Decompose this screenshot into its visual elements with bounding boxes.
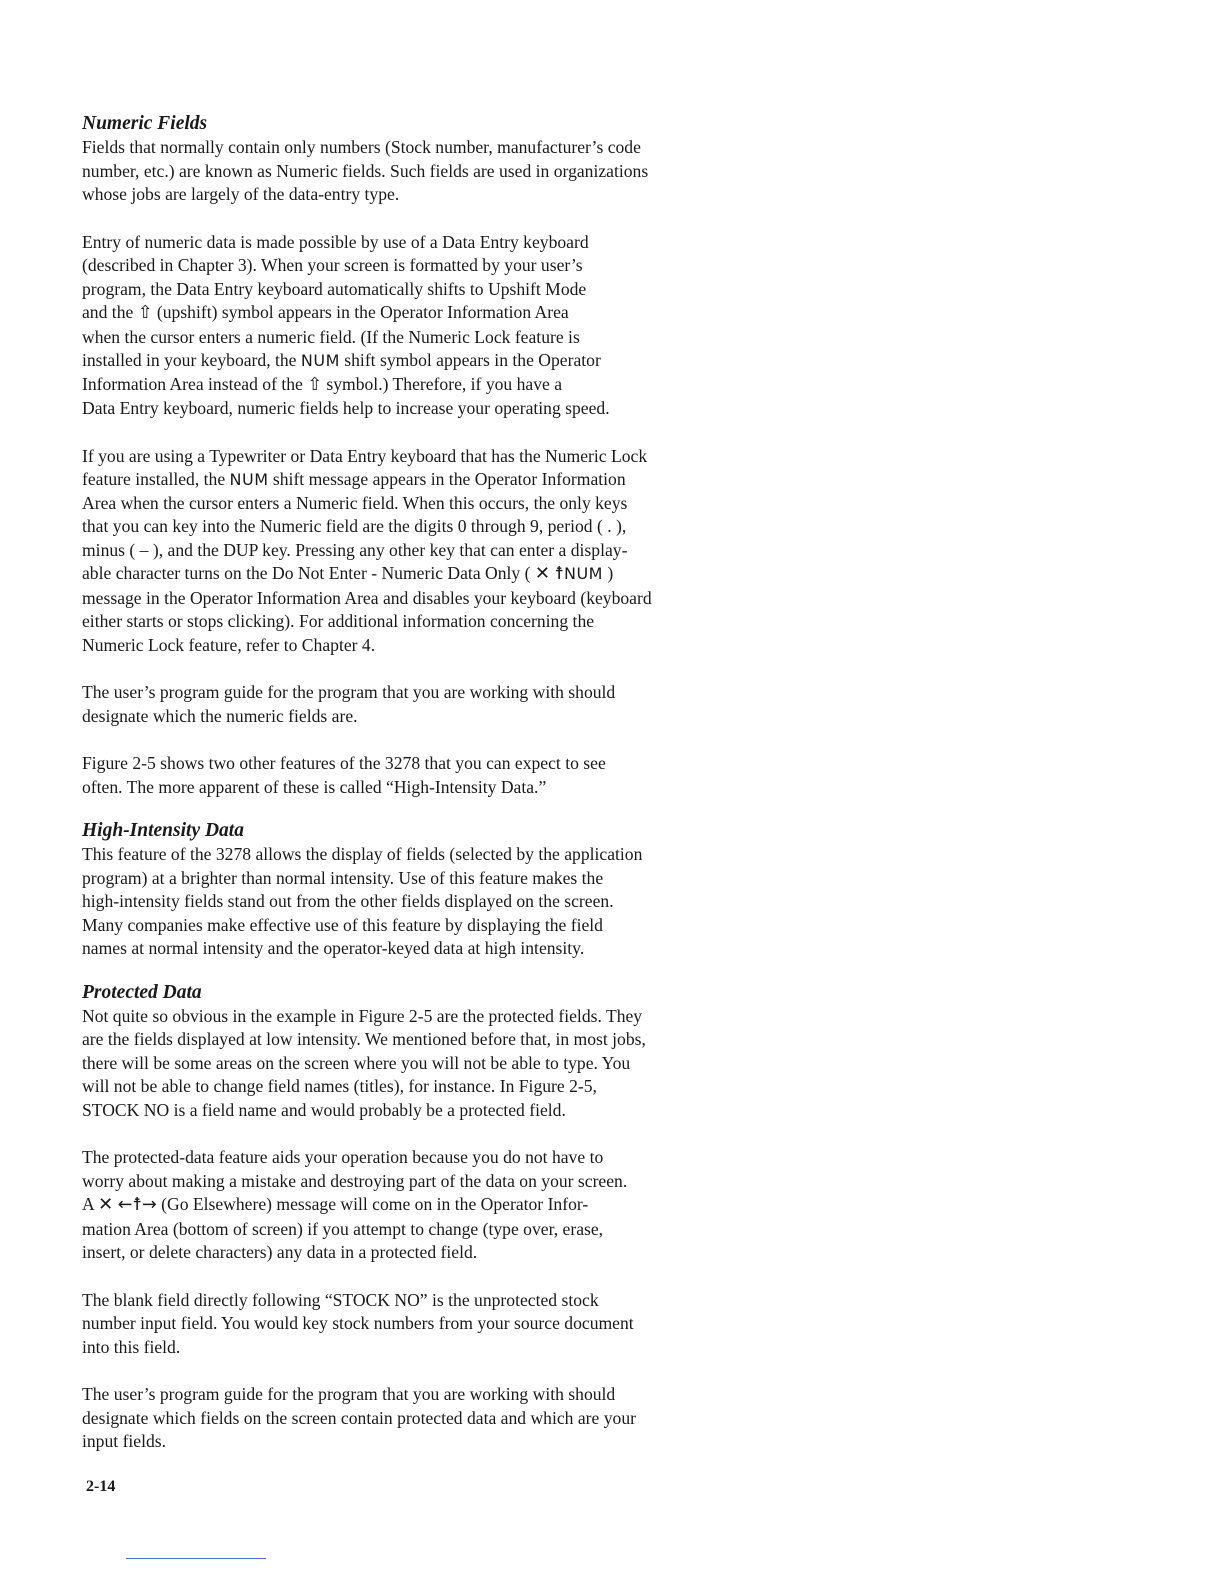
text-line: Area when the cursor enters a Numeric field. When this occurs, the only keys	[82, 492, 628, 513]
text-line: Data Entry keyboard, numeric fields help to increase your operating speed.	[82, 398, 610, 418]
text-line: Fields that normally contain only numbers (Stock number, manufacturer’s code	[82, 137, 641, 157]
text-line: message in the Operator Information Area and disables your keyboard (keyboard	[82, 587, 652, 608]
text-line: when the cursor enters a numeric field. (If the Numeric Lock feature is	[82, 326, 580, 347]
text-line: (described in Chapter 3). When your screen is formatted by your user’s	[82, 255, 583, 275]
do-not-enter-x-icon: ✕	[534, 563, 550, 584]
paragraph	[82, 843, 742, 961]
text-line: insert, or delete characters) any data in a protected field.	[82, 1242, 478, 1262]
document-page	[82, 112, 742, 1454]
text-line: The blank field directly following “STOCK NO” is the unprotected stock	[82, 1289, 599, 1310]
text-line: input fields.	[82, 1431, 167, 1451]
text-line: Entry of numeric data is made possible by use of a Data Entry keyboard	[82, 231, 589, 252]
paragraph	[82, 231, 742, 421]
text-line: into this field.	[82, 1336, 181, 1357]
text-line: This feature of the 3278 allows the display of fields (selected by the application	[82, 844, 643, 864]
paragraph	[82, 1146, 742, 1265]
text-line: Figure 2-5 shows two other features of the 3278 that you can expect to see	[82, 753, 606, 773]
text-line: whose jobs are largely of the data-entry type.	[82, 184, 400, 204]
go-elsewhere-arrows-icon: ←☨→	[117, 1195, 157, 1215]
text-line: number input field. You would key stock numbers from your source document	[82, 1313, 634, 1333]
text-line: The protected-data feature aids your operation because you do not have to	[82, 1147, 604, 1167]
paragraph	[82, 681, 742, 728]
text-line: number, etc.) are known as Numeric fields. Such fields are used in organizations	[82, 160, 649, 181]
num-symbol: NUM	[563, 564, 603, 583]
heading-high-intensity-data: High-Intensity Data	[82, 820, 244, 841]
text-line: high-intensity fields stand out from the other fields displayed on the screen.	[82, 891, 614, 911]
text-line: Numeric Lock feature, refer to Chapter 4.	[82, 634, 376, 655]
text-line: often. The more apparent of these is called “High-Intensity Data.”	[82, 776, 547, 797]
text-line: minus ( – ), and the DUP key. Pressing any other key that can enter a display-	[82, 539, 628, 560]
num-symbol: NUM	[229, 470, 269, 489]
text-line: designate which the numeric fields are.	[82, 705, 358, 726]
text-line: either starts or stops clicking). For additional information concerning the	[82, 611, 595, 631]
paragraph	[82, 445, 742, 658]
upshift-arrow-icon: ⇧	[307, 374, 322, 395]
text-line: and the ⇧ (upshift) symbol appears in the Operator Information Area	[82, 301, 742, 326]
text-line: STOCK NO is a field name and would probably be a protected field.	[82, 1099, 566, 1120]
text-line: A ✕ ←☨→ (Go Elsewhere) message will come on in the Operator Infor-	[82, 1193, 742, 1218]
text-line: feature installed, the NUM shift message appears in the Operator Information	[82, 469, 626, 489]
paragraph	[82, 1005, 742, 1123]
do-not-enter-x-icon: ✕	[98, 1194, 114, 1215]
operator-figure-icon: ☨	[554, 564, 564, 584]
text-line: program) at a brighter than normal intensity. Use of this feature makes the	[82, 867, 604, 888]
text-line: installed in your keyboard, the NUM shift symbol appears in the Operator	[82, 350, 601, 370]
paragraph	[82, 136, 742, 207]
text-line: The user’s program guide for the program that you are working with should	[82, 682, 616, 702]
heading-protected-data: Protected Data	[82, 981, 202, 1003]
paragraph	[82, 1383, 742, 1454]
text-line: worry about making a mistake and destroying part of the data on your screen.	[82, 1170, 628, 1191]
text-line: If you are using a Typewriter or Data Entry keyboard that has the Numeric Lock	[82, 445, 648, 466]
text-line: able character turns on the Do Not Enter - Numeric Data Only ( ✕ ☨NUM )	[82, 562, 742, 587]
text-line: are the fields displayed at low intensity. We mentioned before that, in most jobs,	[82, 1029, 646, 1049]
bottom-rule	[126, 1558, 266, 1559]
heading-numeric-fields: Numeric Fields	[82, 113, 208, 134]
text-line: designate which fields on the screen contain protected data and which are your	[82, 1407, 636, 1428]
text-line: mation Area (bottom of screen) if you attempt to change (type over, erase,	[82, 1218, 604, 1239]
num-symbol: NUM	[300, 351, 340, 370]
text-line: Not quite so obvious in the example in Figure 2-5 are the protected fields. They	[82, 1005, 643, 1026]
text-line: that you can key into the Numeric field are the digits 0 through 9, period ( . ),	[82, 516, 627, 536]
paragraph	[82, 752, 742, 799]
paragraph	[82, 1289, 742, 1360]
page-number: 2-14	[86, 1478, 116, 1495]
text-line: will not be able to change field names (titles), for instance. In Figure 2-5,	[82, 1076, 597, 1096]
text-line: Information Area instead of the ⇧ symbol.) Therefore, if you have a	[82, 373, 742, 398]
text-line: Many companies make effective use of this feature by displaying the field	[82, 914, 603, 935]
text-line: names at normal intensity and the operator-keyed data at high intensity.	[82, 938, 585, 958]
text-line: The user’s program guide for the program that you are working with should	[82, 1384, 616, 1404]
text-line: program, the Data Entry keyboard automatically shifts to Upshift Mode	[82, 278, 587, 299]
text-line: there will be some areas on the screen where you will not be able to type. You	[82, 1052, 631, 1073]
upshift-arrow-icon: ⇧	[137, 303, 153, 323]
